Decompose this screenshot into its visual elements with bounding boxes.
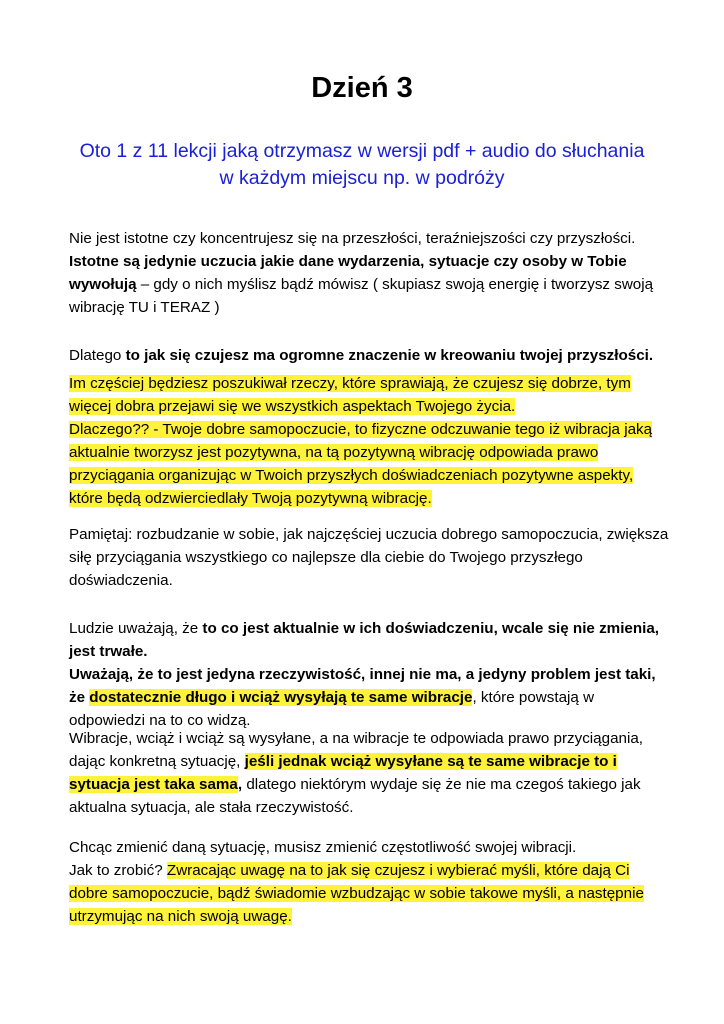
subtitle	[60, 138, 664, 192]
paragraph-4-text: Pamiętaj: rozbudzanie w sobie, jak najczęściej uczucia dobrego samopoczucia, zwiększa siłę przyciągania wszystkiego co najlepsze dla ciebie do Twojego przyszłego doświadczenia.	[69, 526, 669, 589]
paragraph-5-bold-highlight: dostatecznie długo i wciąż wysyłają te same wibracje	[89, 689, 473, 706]
paragraph-5-bold-1: to co jest aktualnie w ich doświadczeniu, wcale się nie zmienia, jest trwałe.	[69, 620, 660, 660]
paragraph-6-bold-comma: ,	[237, 776, 243, 793]
subtitle-line-1: Oto 1 z 11 lekcji jaką otrzymasz w wersji pdf + audio do słuchania	[79, 140, 645, 162]
paragraph-6-text-2: dlatego niektórym wydaje się że nie ma czegoś takiego jak aktualna sytuacja, ale stała rzeczywistość.	[69, 776, 641, 816]
page-title: Dzień 3	[311, 72, 413, 104]
paragraph-3	[69, 372, 669, 510]
paragraph-7	[69, 836, 669, 928]
paragraph-7-text-2: Jak to zrobić?	[69, 862, 167, 879]
paragraph-5-text-2: , które powstają w odpowiedzi na to co widzą.	[69, 689, 595, 729]
paragraph-2	[69, 344, 669, 367]
paragraph-6-bold-highlight: jeśli jednak wciąż wysyłane są te same wibracje to i sytuacja jest taka sama	[69, 753, 617, 793]
paragraph-4	[69, 523, 669, 592]
paragraph-1-text: Nie jest istotne czy koncentrujesz się na przeszłości, teraźniejszości czy przyszłości.	[69, 230, 636, 247]
paragraph-7-highlight: Zwracając uwagę na to jak się czujesz i wybierać myśli, które dają Ci dobre samopoczucie, bądź świadomie wzbudzając w sobie takowe myśli, a następnie utrzymując na nich swoją uwagę.	[69, 862, 644, 925]
paragraph-5	[69, 617, 669, 732]
paragraph-6	[69, 727, 669, 819]
paragraph-5-text: Ludzie uważają, że	[69, 620, 203, 637]
paragraph-1-text-2: – gdy o nich myślisz bądź mówisz ( skupiasz swoją energię i tworzysz swoją wibrację TU i TERAZ )	[69, 276, 654, 316]
paragraph-1	[69, 227, 669, 319]
paragraph-2-text: Dlatego	[69, 347, 126, 364]
paragraph-6-text: Wibracje, wciąż i wciąż są wysyłane, a na wibracje te odpowiada prawo przyciągania, dając konkretną sytuację,	[69, 730, 644, 770]
paragraph-3-highlight-1: Im częściej będziesz poszukiwał rzeczy, które sprawiają, że czujesz się dobrze, tym więcej dobra przejawi się we wszystkich aspektach Twojego życia.	[69, 375, 631, 415]
paragraph-2-bold: to jak się czujesz ma ogromne znaczenie w kreowaniu twojej przyszłości.	[125, 347, 654, 364]
paragraph-7-text: Chcąc zmienić daną sytuację, musisz zmienić częstotliwość swojej wibracji.	[69, 839, 577, 856]
subtitle-line-2: w każdym miejscu np. w podróży	[219, 167, 505, 189]
paragraph-1-bold: Istotne są jedynie uczucia jakie dane wydarzenia, sytuacje czy osoby w Tobie wywołują	[69, 253, 627, 293]
paragraph-5-bold-2: Uważają, że to jest jedyna rzeczywistość, innej nie ma, a jedyny problem jest taki, że	[69, 666, 656, 706]
paragraph-3-highlight-2: Dlaczego?? - Twoje dobre samopoczucie, to fizyczne odczuwanie tego iż wibracja jaką aktualnie tworzysz jest pozytywna, na tą pozytywną wibrację odpowiada prawo przyciągania organizując w Twoich przyszłych doświadczeniach pozytywne aspekty, które będą odzwierciedlały Twoją pozytywną wibrację.	[69, 421, 653, 507]
